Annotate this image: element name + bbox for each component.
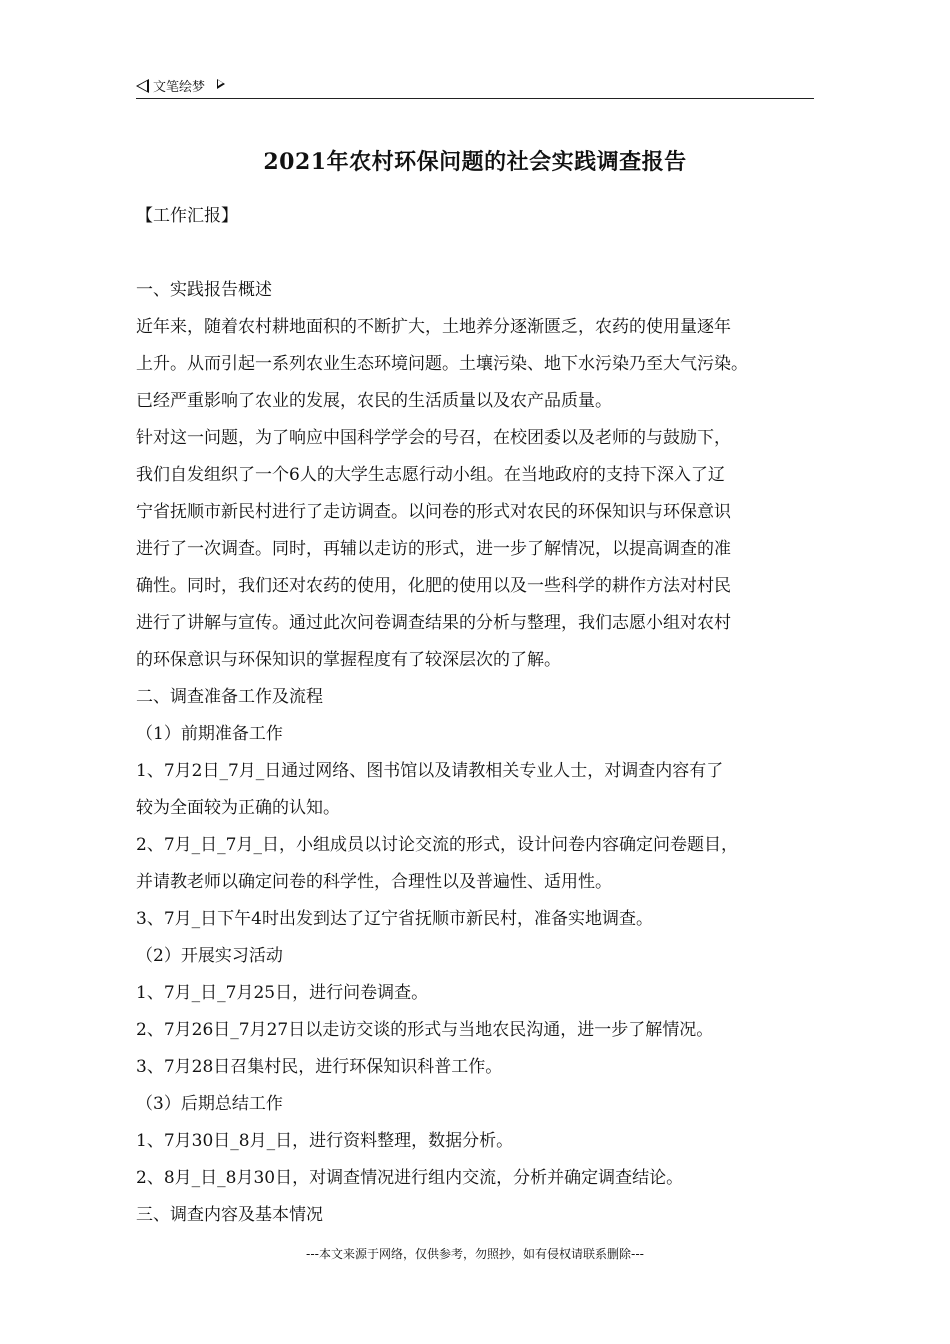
body-line: 上升。从而引起一系列农业生态环境问题。土壤污染、地下水污染乃至大气污染。 xyxy=(136,354,748,374)
header-brand-group xyxy=(136,76,225,95)
body-line: 3、7月28日召集村民，进行环保知识科普工作。 xyxy=(136,1057,503,1077)
body-line: 较为全面较为正确的认知。 xyxy=(136,798,340,818)
body-line: 1、7月30日_8月_日，进行资料整理，数据分析。 xyxy=(136,1131,514,1151)
body-line: 确性。同时，我们还对农药的使用，化肥的使用以及一些科学的耕作方法对村民 xyxy=(136,576,731,596)
body-line: 并请教老师以确定问卷的科学性，合理性以及普遍性、适用性。 xyxy=(136,872,612,892)
body-line: （3）后期总结工作 xyxy=(136,1094,283,1114)
body-line: 3、7月_日下午4时出发到达了辽宁省抚顺市新民村，准备实地调查。 xyxy=(136,909,653,929)
body-line: 一、实践报告概述 xyxy=(136,280,272,300)
body-line: 2、7月_日_7月_日，小组成员以讨论交流的形式，设计问卷内容确定问卷题目， xyxy=(136,835,738,855)
body-line: 的环保意识与环保知识的掌握程度有了较深层次的了解。 xyxy=(136,650,561,670)
blank-line xyxy=(136,235,816,272)
body-line: 已经严重影响了农业的发展，农民的生活质量以及农产品质量。 xyxy=(136,391,612,411)
body-line: （2）开展实习活动 xyxy=(136,946,283,966)
right-triangle-icon xyxy=(217,79,225,89)
header-brand: 文笔绘梦 xyxy=(153,80,206,95)
body-line: 我们自发组织了一个6人的大学生志愿行动小组。在当地政府的支持下深入了辽 xyxy=(136,465,725,485)
body-line: 2、7月26日_7月27日以走访交谈的形式与当地农民沟通，进一步了解情况。 xyxy=(136,1020,714,1040)
body-line: 二、调查准备工作及流程 xyxy=(136,687,323,707)
document-title: 2021年农村环保问题的社会实践调查报告 xyxy=(263,149,687,175)
page-header xyxy=(136,74,814,99)
body-line: 1、7月_日_7月25日，进行问卷调查。 xyxy=(136,983,429,1003)
body-line: 宁省抚顺市新民村进行了走访调查。以问卷的形式对农民的环保知识与环保意识 xyxy=(136,502,731,522)
body-line: 近年来，随着农村耕地面积的不断扩大，土地养分逐渐匮乏，农药的使用量逐年 xyxy=(136,317,731,337)
body-line: 针对这一问题，为了响应中国科学学会的号召，在校团委以及老师的与鼓励下， xyxy=(136,428,731,448)
document-body xyxy=(136,198,816,1234)
category-tag: 【工作汇报】 xyxy=(136,206,238,226)
body-line: 三、调查内容及基本情况 xyxy=(136,1205,323,1225)
left-triangle-icon xyxy=(136,79,149,93)
body-line: 进行了讲解与宣传。通过此次问卷调查结果的分析与整理，我们志愿小组对农村 xyxy=(136,613,731,633)
body-line: 2、8月_日_8月30日，对调查情况进行组内交流，分析并确定调查结论。 xyxy=(136,1168,684,1188)
page-footer: ---本文来源于网络，仅供参考，勿照抄，如有侵权请联系删除--- xyxy=(306,1247,644,1261)
body-line: （1）前期准备工作 xyxy=(136,724,283,744)
body-line: 1、7月2日_7月_日通过网络、图书馆以及请教相关专业人士，对调查内容有了 xyxy=(136,761,724,781)
body-line: 进行了一次调查。同时，再辅以走访的形式，进一步了解情况，以提高调查的准 xyxy=(136,539,731,559)
